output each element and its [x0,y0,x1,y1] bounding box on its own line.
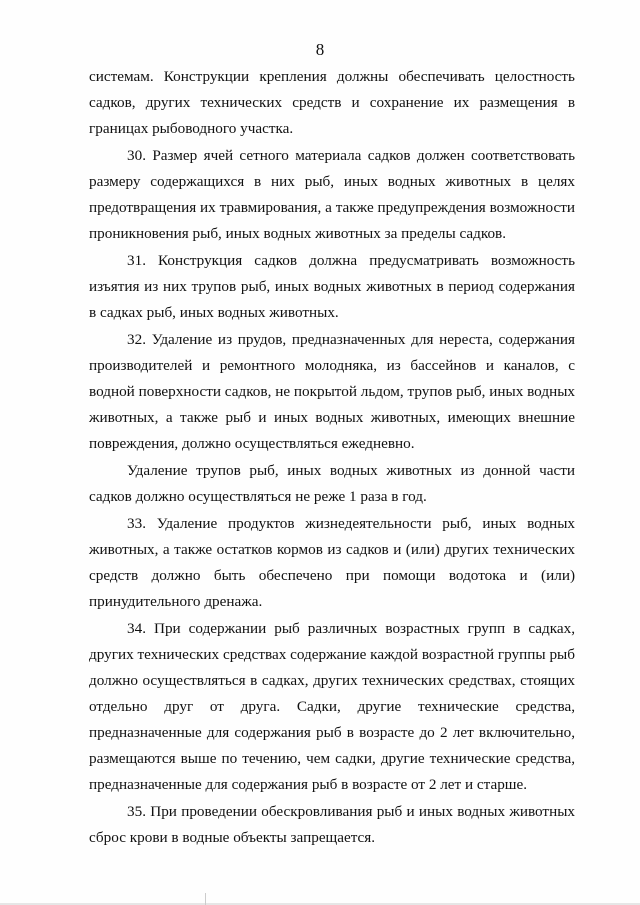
paragraph-item-34: 34. При содержании рыб различных возрастных групп в садках, других технических средствах содержание каждой возрастной группы рыб должно осуществляться в садках, других технических средствах, стоящих отдельно друг от друга. Садки, другие технические средства, предназначенные для содержания рыб в возрасте до 2 лет включительно, размещаются выше по течению, чем садки, другие технические средства, предназначенные для содержания рыб в возрасте от 2 лет и старше. [89,620,575,793]
paragraph-item-35: 35. При проведении обескровливания рыб и иных водных животных сброс крови в водные объекты запрещается. [89,803,575,846]
paragraph-item-30: 30. Размер ячей сетного материала садков должен соответствовать размеру содержащихся в них рыб, иных водных животных в целях предотвращения их травмирования, а также предупреждения возможности проникновения рыб, иных водных животных за пределы садков. [89,147,575,242]
paragraph-item-32: 32. Удаление из прудов, предназначенных для нереста, содержания производителей и ремонтного молодняка, из бассейнов и каналов, с водной поверхности садков, не покрытой льдом, трупов рыб, иных водных животных, а также рыб и иных водных животных, имеющих внешние повреждения, должно осуществляться ежедневно. [89,331,575,452]
document-body [89,64,575,851]
paragraph-item-33: 33. Удаление продуктов жизнедеятельности рыб, иных водных животных, а также остатков кормов из садков и (или) других технических средств должно быть обеспечено при помощи водотока и (или) принудительного дренажа. [89,515,575,610]
paragraph-item-32-continued: Удаление трупов рыб, иных водных животных из донной части садков должно осуществляться не реже 1 раза в год. [89,462,575,505]
scan-artifact-mark [205,893,206,905]
paragraph-continuation: системам. Конструкции крепления должны обеспечивать целостность садков, других технических средств и сохранение их размещения в границах рыбоводного участка. [89,68,575,137]
paragraph-item-31: 31. Конструкция садков должна предусматривать возможность изъятия из них трупов рыб, иных водных животных в период содержания в садках рыб, иных водных животных. [89,252,575,321]
page-number: 8 [315,40,325,59]
